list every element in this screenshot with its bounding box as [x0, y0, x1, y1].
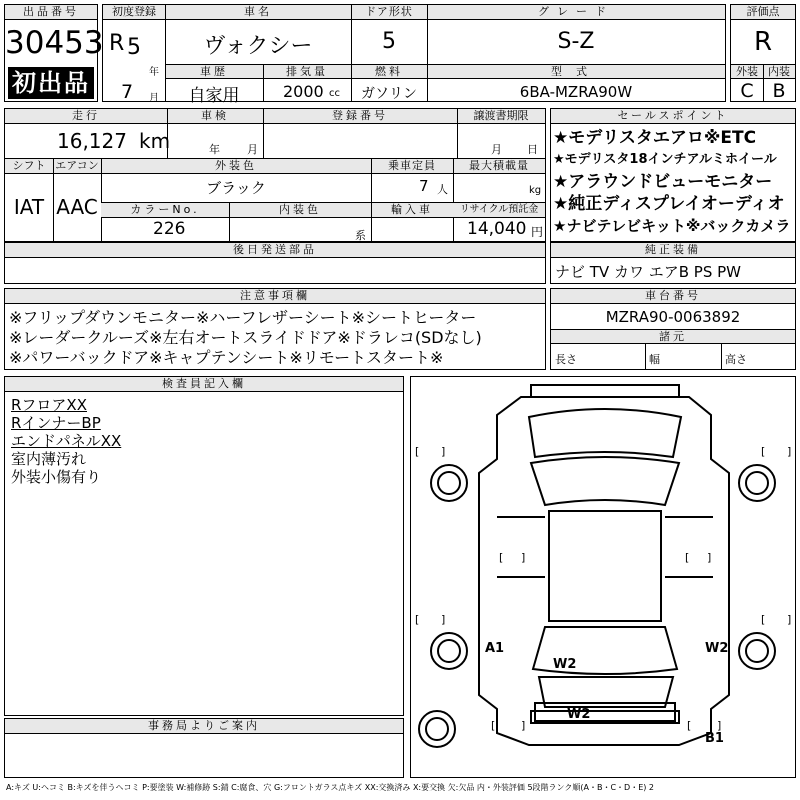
later-parts-box	[4, 242, 546, 284]
ext-color: ブラック	[206, 179, 266, 197]
fuel: ガソリン	[361, 86, 417, 102]
score-box	[730, 4, 796, 102]
inspector-line-2: RインナーBP	[11, 414, 101, 432]
year-unit: 年	[149, 67, 159, 78]
damage-mark-b1: B1	[705, 731, 724, 746]
yen-unit: 円	[531, 225, 544, 239]
damage-diagram	[410, 376, 796, 778]
first-reg-label: 初度登録	[103, 5, 165, 20]
sales-points-box	[550, 108, 796, 242]
width-label: 幅	[649, 353, 660, 366]
ac: AAC	[56, 195, 98, 219]
history-label: 車歴	[165, 64, 263, 79]
inspector-label: 検査員記入欄	[5, 377, 403, 392]
inspection-label: 車検	[167, 109, 263, 124]
doors: 5	[382, 29, 396, 54]
model-label: 型式	[427, 64, 725, 79]
notes-box	[4, 288, 546, 370]
svg-text:[: [	[415, 445, 420, 458]
int-color-suffix: 系	[355, 229, 366, 242]
dims-label: 諸元	[551, 329, 795, 344]
lot-number-label: 出品番号	[5, 5, 97, 20]
svg-text:]: ]	[441, 613, 446, 626]
note-line-2: ※レーダークルーズ※左右オートスライドドア※ドラレコ(SDなし)	[9, 328, 482, 347]
chassis-box	[550, 288, 796, 370]
era-year: 5	[127, 35, 141, 60]
sales-point-4: ★純正ディスプレイオーディオ	[553, 194, 785, 214]
doors-label: ドア形状	[351, 5, 427, 20]
inspector-line-1: RフロアXX	[11, 396, 87, 414]
damage-mark-w2-right: W2	[705, 641, 729, 656]
plate-label: 登録番号	[263, 109, 457, 124]
recycle: 14,040	[467, 219, 527, 239]
height-label: 高さ	[725, 353, 747, 366]
cc-unit: cc	[329, 88, 340, 99]
int-grade: B	[772, 80, 786, 102]
shift: IAT	[13, 195, 45, 219]
recycle-label: リサイクル預託金	[453, 203, 545, 218]
later-parts-label: 後日発送部品	[5, 243, 545, 258]
displacement-label: 排気量	[263, 64, 351, 79]
sales-point-3: ★アラウンドビューモニター	[553, 172, 773, 192]
int-color-label: 内装色	[229, 203, 371, 218]
inspector-box	[4, 376, 404, 716]
inspection-year-unit: 年	[209, 143, 220, 156]
grade: S-Z	[557, 29, 595, 54]
damage-mark-a1: A1	[485, 641, 505, 656]
era-letter: R	[109, 31, 125, 56]
sales-point-1: ★モデリスタエアロ※ETC	[553, 128, 757, 148]
score: R	[753, 27, 773, 57]
details-box	[4, 108, 546, 242]
shift-label: シフト	[5, 159, 53, 174]
sales-point-2: ★モデリスタ18インチアルミホイール	[553, 152, 777, 167]
kg-unit: kg	[529, 185, 542, 196]
color-no: 226	[153, 219, 186, 239]
capacity: 7	[419, 177, 429, 195]
office-notice-label: 事務局よりご案内	[5, 719, 403, 734]
length-label: 長さ	[555, 353, 577, 366]
svg-text:]: ]	[707, 551, 712, 564]
reg-month: 7	[121, 81, 134, 103]
office-notice-box	[4, 718, 404, 778]
svg-text:[: [	[687, 719, 692, 732]
svg-text:[: [	[761, 613, 766, 626]
svg-text:[: [	[761, 445, 766, 458]
svg-text:]: ]	[787, 613, 792, 626]
mileage-label: 走行	[5, 109, 167, 124]
svg-text:]: ]	[441, 445, 446, 458]
svg-text:]: ]	[521, 719, 526, 732]
inspector-line-4: 室内薄汚れ	[11, 450, 87, 468]
svg-text:]: ]	[717, 719, 722, 732]
damage-mark-w2-rear: W2	[567, 707, 591, 722]
damage-legend: A:キズ U:ヘコミ B:キズを伴うヘコミ P:要塗装 W:補修跡 S:錆 C:腐食、穴 G:フロントガラス点キズ XX:交換済み X:要交換 欠:欠品 内・外装評価 5段階ランク順(A・B・C・D・E) 2	[6, 783, 655, 792]
equipment-label: 純正装備	[551, 243, 795, 258]
import-label: 輸入車	[371, 203, 453, 218]
inspector-line-5: 外装小傷有り	[11, 468, 102, 486]
km-unit: km	[139, 129, 171, 153]
model: 6BA-MZRA90W	[519, 83, 633, 101]
inspection-month-unit: 月	[247, 143, 258, 156]
car-name: ヴォクシー	[203, 34, 313, 59]
note-line-3: ※パワーバックドア※キャプテンシート※リモートスタート※	[9, 348, 444, 367]
transfer-label: 譲渡書期限	[457, 109, 545, 124]
month-unit: 月	[149, 93, 159, 104]
ext-grade: C	[740, 80, 754, 102]
first-listing-badge: 初出品	[8, 67, 94, 99]
fuel-label: 燃料	[351, 64, 427, 79]
notes-label: 注意事項欄	[5, 289, 545, 304]
header-main-box	[102, 4, 726, 106]
ext-color-label: 外装色	[101, 159, 371, 174]
svg-text:[: [	[685, 551, 690, 564]
svg-text:]: ]	[521, 551, 526, 564]
ext-grade-label: 外装	[731, 64, 763, 79]
transfer-day: 日	[527, 143, 538, 156]
ac-label: エアコン	[53, 159, 101, 174]
equipment-box	[550, 242, 796, 284]
sales-points-label: セールスポイント	[551, 109, 795, 124]
equipment-value: ナビ TV カワ エアB PS PW	[555, 263, 741, 281]
transfer-month: 月	[491, 143, 502, 156]
note-line-1: ※フリップダウンモニター※ハーフレザーシート※シートヒーター	[9, 308, 477, 327]
capacity-label: 乗車定員	[371, 159, 453, 174]
svg-text:[: [	[415, 613, 420, 626]
capacity-unit: 人	[437, 183, 448, 196]
grade-label: グレード	[427, 5, 725, 20]
inspector-line-3: エンドパネルXX	[11, 432, 122, 450]
svg-text:[: [	[491, 719, 496, 732]
car-diagram-svg	[411, 377, 795, 777]
sales-point-5: ★ナビテレビキット※バックカメラ	[553, 217, 791, 235]
svg-text:[: [	[499, 551, 504, 564]
svg-text:]: ]	[787, 445, 792, 458]
max-load-label: 最大積載量	[453, 159, 545, 174]
chassis-label: 車台番号	[551, 289, 795, 304]
score-label: 評価点	[731, 5, 795, 20]
color-no-label: カラーNo.	[101, 203, 229, 218]
int-grade-label: 内装	[763, 64, 795, 79]
chassis-number: MZRA90-0063892	[605, 308, 741, 326]
displacement: 2000	[283, 82, 324, 101]
lot-number-box	[4, 4, 104, 102]
mileage: 16,127	[57, 129, 127, 153]
lot-number: 30453	[5, 25, 104, 61]
damage-mark-w2-left: W2	[553, 657, 577, 672]
history: 自家用	[188, 86, 240, 106]
car-name-label: 車名	[165, 5, 351, 20]
